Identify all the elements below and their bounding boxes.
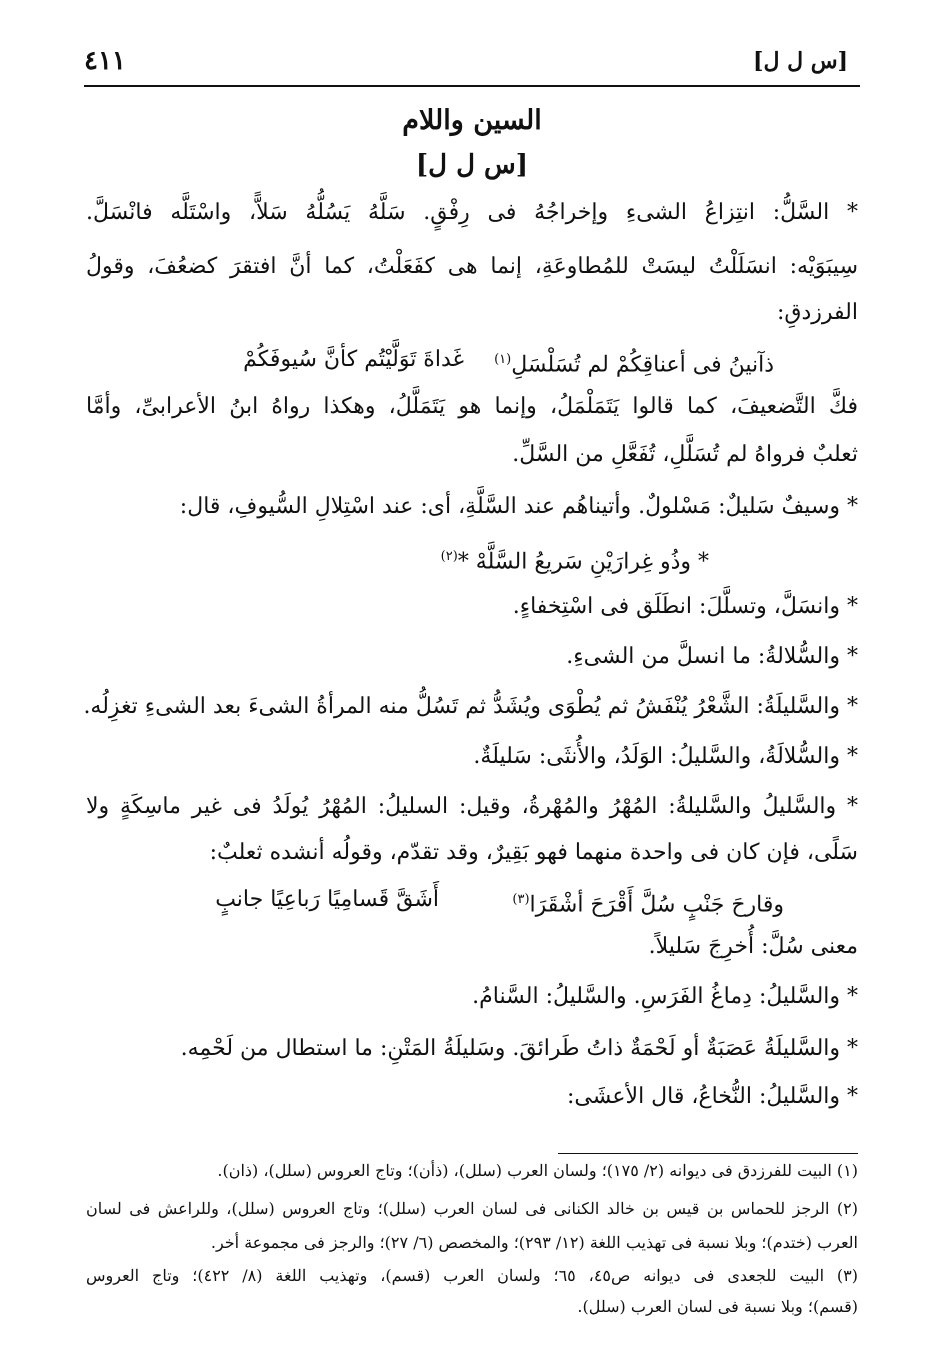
footnote-3-line-1: (٣) البيت للجعدى فى ديوانه ص٤٥، ٦٥؛ ولسان العرب (قسم)، وتهذيب اللغة (٨/ ٤٢٢)؛ وتاج العروس — [86, 1266, 858, 1285]
body-line-7: * وانسَلَّ، وتسلَّلَ: انطَلَق فى اسْتِخفاءٍ. — [512, 594, 858, 619]
section-title: السين واللام — [402, 105, 542, 136]
body-line-14: * والسَّليلُ: دِماغُ الفَرَسِ. والسَّليلُ: السَّنامُ. — [472, 984, 858, 1009]
body-line-3: الفرزدقِ: — [777, 300, 858, 325]
body-line-16: * والسَّليلُ: النُّخاعُ، قال الأعشَى: — [567, 1084, 858, 1109]
page-number: ٤١١ — [84, 46, 126, 76]
footnote-1: (١) البيت للفرزدق فى ديوانه (٢/ ١٧٥)؛ ولسان العرب (سلل)، (ذأن)؛ وتاج العروس (سلل)، (ذان). — [217, 1161, 858, 1180]
footnote-3-line-2: (قسم)؛ وبلا نسبة فى لسان العرب (سلل). — [577, 1297, 858, 1316]
footnote-2-line-1: (٢) الرجز للحماس بن قيس بن خالد الكنانى فى لسان العرب (سلل)؛ وتاج العروس (سلل)، وللراعش فى لسان — [86, 1199, 858, 1218]
verse-2: * وذُو غِرارَيْنِ سَريعُ السَّلَّهْ *$^{(٢)}$ — [440, 549, 709, 575]
body-line-8: * والسُّلالةُ: ما انسلَّ من الشىءِ. — [566, 644, 858, 669]
body-line-9: * والسَّليلَةُ: الشَّعْرُ يُنْفَشُ ثم يُطْوَى ويُشَدُّ ثم تَسُلُّ منه المرأةُ الشىءَ بعد الشىءِ تغزِلُه. — [83, 694, 858, 719]
footnote-ref-3: (٣) — [512, 892, 530, 907]
header-rule — [84, 85, 860, 87]
footnote-rule — [558, 1153, 858, 1154]
body-line-6: * وسيفٌ سَليلٌ: مَسْلولٌ. وأتيناهُم عند السَّلَّةِ، أى: عند اسْتِلالِ السُّيوفِ، قال: — [179, 494, 858, 519]
body-line-4: فكَّ التَّضعيفَ، كما قالوا يَتَمَلْمَلُ، وإنما هو يَتَمَلَّلُ، وهكذا رواهُ ابنُ الأعرابىِّ، وأمَّا — [86, 394, 858, 419]
verse-1-hemistich-1: ذآنينُ فى أعناقِكُمْ لم تُسَلْسَلِ$^{(١)}$ — [494, 352, 774, 378]
running-head: [س ل ل] — [753, 48, 848, 74]
entry-root: [س ل ل] — [415, 150, 529, 180]
body-line-15: * والسَّليلَةُ عَصَبَةٌ أو لَحْمَةٌ ذاتُ طَرائقَ. وسَليلَةُ المَتْنِ: ما استطال من لَحْمِه. — [180, 1036, 858, 1061]
body-line-2: سِيبَوَيْه: انسَلَلْتُ ليسَتْ للمُطاوعَةِ، إنما هى كفَعَلْتُ، كما أنَّ افتقرَ كضعُفَ، وقولُ — [86, 254, 858, 279]
verse-1-hemistich-2: غَداةَ تَوَلَّيْتُم كأنَّ سُيوفَكُمْ — [243, 347, 464, 372]
footnote-2-line-2: العرب (ختدم)؛ وبلا نسبة فى تهذيب اللغة (١٢/ ٢٩٣)؛ والمخصص (٦/ ٢٧)؛ والرجز فى مجموعة أخر. — [210, 1233, 858, 1252]
footnote-ref-1: (١) — [494, 352, 512, 367]
footnote-ref-2: (٢) — [440, 549, 458, 564]
body-line-12: سَلًى، فإن كان فى واحدة منهما فهو بَقِيرٌ، وقد تقدّم، وقولُه أنشده ثعلبٌ: — [209, 840, 858, 865]
body-line-1: * السَّلُّ: انتِزاعُ الشىءِ وإخراجُهُ فى رِفْقٍ. سَلَّهُ يَسُلُّهُ سَلاًّ، واسْتَلَّه فانْسَلَّ. — [86, 200, 859, 225]
body-line-13: معنى سُلَّ: أُخرِجَ سَليلاً. — [648, 934, 858, 959]
body-line-11: * والسَّليلُ والسَّليلةُ: المُهْرُ والمُهْرةُ، وقيل: السليلُ: المُهْرُ يُولَدُ فى غير ماسِكَةٍ ولا — [86, 794, 858, 819]
body-line-5: ثعلبٌ فرواهُ لم تُسَلَّلِ، تُفَعَّلِ من السَّلِّ. — [512, 442, 858, 467]
verse-3-hemistich-2: أَشَقَّ قَسامِيًا رَباعِيًا جانبٍ — [215, 887, 439, 912]
verse-3-hemistich-1: وقارحَ جَنْبٍ سُلَّ أَقْرَحَ أشْقَرَا$^{(٣)}$ — [512, 892, 784, 918]
body-line-10: * والسُّلالَةُ، والسَّليلُ: الوَلَدُ، والأُنثَى: سَليلَةٌ. — [473, 744, 858, 769]
